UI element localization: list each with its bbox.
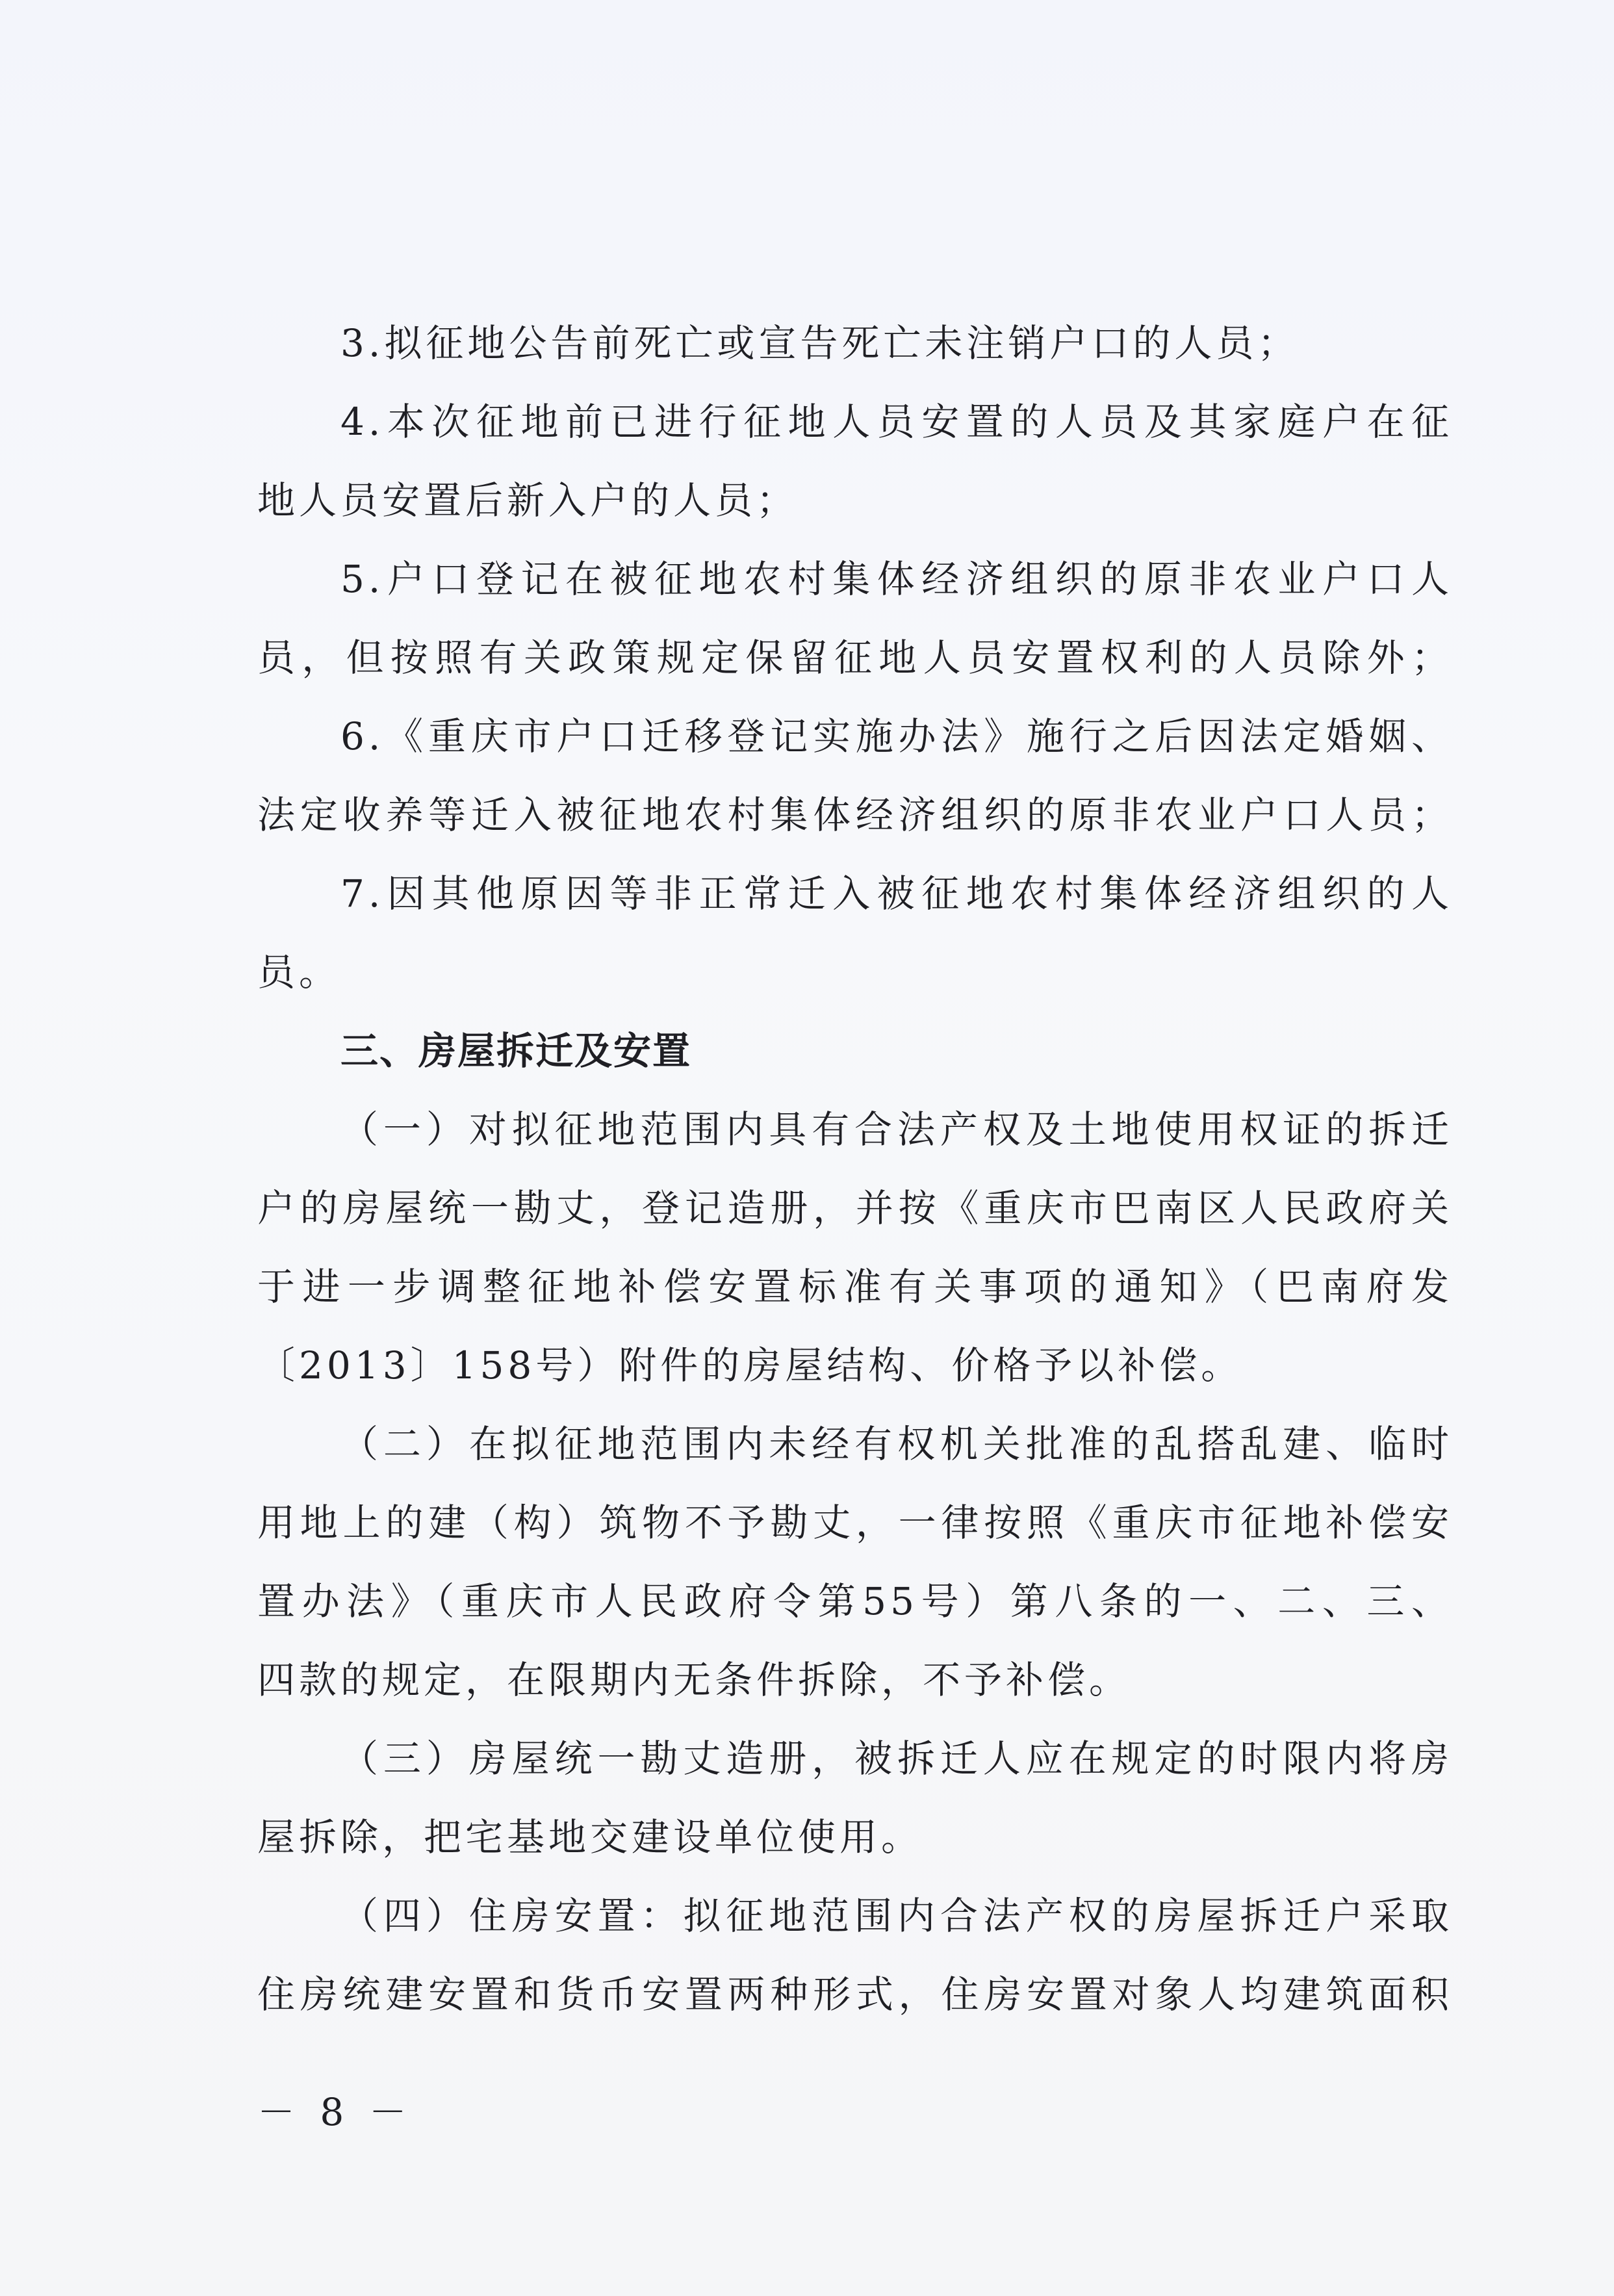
text-line-19: （三）房屋统一勘丈造册，被拆迁人应在规定的时限内将房: [340, 1736, 1453, 1781]
text-line-21: （四）住房安置：拟征地范围内合法产权的房屋拆迁户采取: [340, 1894, 1453, 1938]
text-line-7: 法定收养等迁入被征地农村集体经济组织的原非农业户口人员；: [257, 793, 1453, 837]
text-line-17: 置办法》（重庆市人民政府令第55号）第八条的一、二、三、: [257, 1579, 1453, 1623]
page-number: － 8 －: [257, 2090, 413, 2134]
text-line-14: 〔2013〕158号）附件的房屋结构、价格予以补偿。: [257, 1343, 1243, 1387]
text-line-18: 四款的规定，在限期内无条件拆除，不予补偿。: [257, 1658, 1131, 1702]
text-line-3: 地人员安置后新入户的人员；: [257, 478, 799, 522]
text-line-12: 户的房屋统一勘丈，登记造册，并按《重庆市巴南区人民政府关: [257, 1186, 1453, 1230]
text-line-16: 用地上的建（构）筑物不予勘丈，一律按照《重庆市征地补偿安: [257, 1501, 1453, 1545]
text-line-22: 住房统建安置和货币安置两种形式，住房安置对象人均建筑面积: [257, 1972, 1453, 2017]
document-body: [257, 304, 1453, 2034]
text-line-9: 员。: [257, 950, 341, 994]
text-line-15: （二）在拟征地范围内未经有权机关批准的乱搭乱建、临时: [340, 1422, 1453, 1466]
text-line-5: 员，但按照有关政策规定保留征地人员安置权利的人员除外；: [257, 636, 1453, 680]
text-line-6: 6.《重庆市户口迁移登记实施办法》施行之后因法定婚姻、: [340, 714, 1453, 758]
text-line-2: 4.本次征地前已进行征地人员安置的人员及其家庭户在征: [340, 400, 1453, 444]
text-line-11: （一）对拟征地范围内具有合法产权及土地使用权证的拆迁: [340, 1107, 1453, 1152]
text-line-4: 5.户口登记在被征地农村集体经济组织的原非农业户口人: [340, 557, 1453, 601]
text-line-1: 3.拟征地公告前死亡或宣告死亡未注销户口的人员；: [340, 321, 1300, 365]
section-heading: 三、房屋拆迁及安置: [340, 1029, 692, 1073]
text-line-8: 7.因其他原因等非正常迁入被征地农村集体经济组织的人: [340, 871, 1453, 916]
text-line-13: 于进一步调整征地补偿安置标准有关事项的通知》（巴南府发: [257, 1265, 1453, 1309]
text-line-20: 屋拆除，把宅基地交建设单位使用。: [257, 1815, 923, 1859]
